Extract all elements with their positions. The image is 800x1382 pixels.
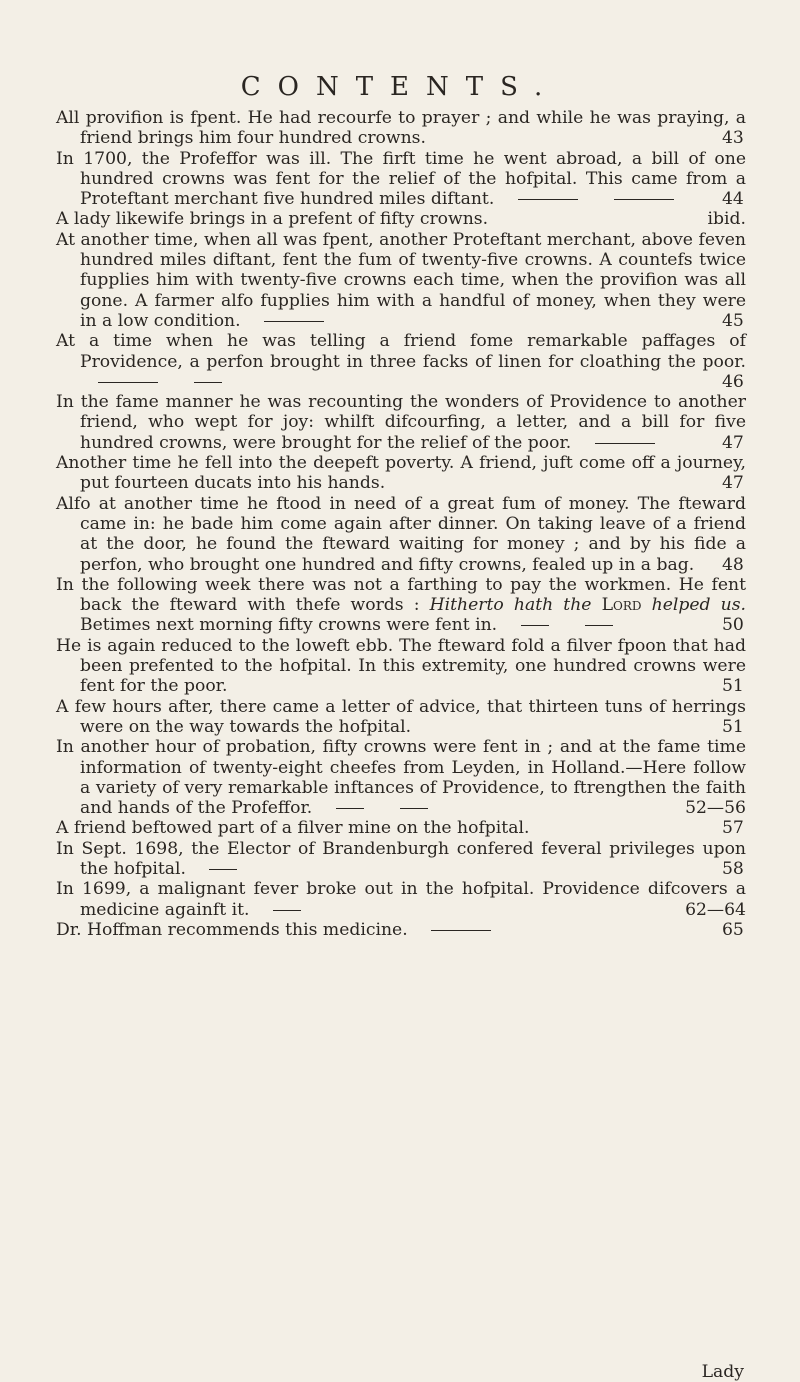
entry-text: In 1699, a malignant fever broke out in the hofpital. Providence difcovers a medicine againft it. <box>56 879 746 920</box>
entry-text: A few hours after, there came a letter of advice, that thirteen tuns of herrings were on the way towards the hofpital. <box>56 696 746 737</box>
leader-dash <box>595 443 655 444</box>
leader-dash <box>431 930 491 931</box>
contents-entry: In the fame manner he was recounting the wonders of Providence to another friend, who wept for joy: whilft difcourfing, a letter, and a bill for five hundred crowns, were brought for the relief of the poor. 47 <box>56 392 746 453</box>
contents-entry <box>56 209 746 229</box>
leader-dash <box>336 808 364 809</box>
entry-smallcaps-text: Lord <box>601 595 642 616</box>
contents-entry: In 1700, the Profeffor was ill. The firft time he went abroad, a bill of one hundred crowns was fent for the relief of the hofpital. This came from a Proteftant merchant five hundred miles diftant. 44 <box>56 148 746 210</box>
entry-text: Betimes next morning fifty crowns were fent in. <box>80 615 498 636</box>
entry-text: In the following week there was not a farthing to pay the workmen. He fent back the fteward with thefe words : <box>56 574 746 616</box>
leader-dash <box>521 625 549 626</box>
contents-entry: At a time when he was telling a friend fome remarkable paffages of Providence, a perfon brought in three facks of linen for cloathing the poor. 46 <box>56 331 746 392</box>
entry-page: ibid. <box>707 209 746 230</box>
leader-dash <box>614 199 674 200</box>
entry-text: In the fame manner he was recounting the wonders of Providence to another friend, who wept for joy: whilft difcourfing, a letter, and a bill for five hundred crowns, were brought for the relief of the poor. <box>56 392 746 453</box>
contents-entry: In the following week there was not a farthing to pay the workmen. He fent back the fteward with thefe words : Hitherto hath the Lord helped us. Betimes next morning fifty crowns were fent in. 50 <box>56 574 747 636</box>
page-header: CONTENTS. <box>240 72 560 102</box>
contents-list <box>56 108 746 940</box>
leader-dash <box>98 382 158 383</box>
entry-text: In another hour of probation, fifty crowns were fent in ; and at the fame time information of twenty-eight cheefes from Leyden, in Holland.—Here follow a variety of very remarkable inftances of Providence, to ftrengthen the faith and hands of the Profeffor. <box>56 737 746 819</box>
entry-text: At another time, when all was fpent, another Proteftant merchant, above feven hundred miles diftant, fent the fum of twenty-five crowns. A countefs twice fupplies him with twenty-five crowns each time, when the provifion was all gone. A farmer alfo fupplies him with a handful of money, when they were in a low condition. <box>56 229 746 331</box>
entry-text: A friend beftowed part of a filver mine on the hofpital. <box>56 818 530 839</box>
contents-entry <box>56 737 746 818</box>
entry-text: Another time he fell into the deepeft poverty. A friend, juft come off a journey, put fourteen ducats into his hands. <box>56 453 746 494</box>
contents-entry: A friend beftowed part of a filver mine on the hofpital. 57 <box>56 818 744 839</box>
contents-entry: He is again reduced to the loweft ebb. The fteward fold a filver fpoon that had been prefented to the hofpital. In this extremity, one hundred crowns were fent for the poor. 51 <box>56 635 746 697</box>
contents-entry: In Sept. 1698, the Elector of Brandenburgh confered feveral privileges upon the hofpital. 58 <box>56 838 746 879</box>
entry-text: All provifion is fpent. He had recourfe to prayer ; and while he was praying, a friend brings him four hundred crowns. <box>56 108 746 149</box>
leader-dash <box>518 199 578 200</box>
leader-dash <box>194 382 222 383</box>
leader-dash <box>264 321 324 322</box>
contents-entry: At another time, when all was fpent, another Proteftant merchant, above feven hundred miles diftant, fent the fum of twenty-five crowns. A countefs twice fupplies him with twenty-five crowns each time, when the provifion was all gone. A farmer alfo fupplies him with a handful of money, when they were in a low condition. 45 <box>56 229 746 331</box>
contents-entry: Alfo at another time he ftood in need of a great fum of money. The fteward came in: he bade him come again after dinner. On taking leave of a friend at the door, he found the fteward waiting for money ; and by his fide a perfon, who brought one hundred and fifty crowns, fealed up in a bag. 48 <box>56 493 746 575</box>
entry-text: A lady likewife brings in a prefent of fifty crowns. <box>56 209 489 230</box>
contents-entry: All provifion is fpent. He had recourfe to prayer ; and while he was praying, a friend brings him four hundred crowns. 43 <box>56 108 746 149</box>
entry-text: He is again reduced to the loweft ebb. The fteward fold a filver fpoon that had been prefented to the hofpital. In this extremity, one hundred crowns were fent for the poor. <box>56 635 746 697</box>
contents-entry: Another time he fell into the deepeft poverty. A friend, juft come off a journey, put fourteen ducats into his hands. 47 <box>56 453 746 494</box>
leader-dash <box>585 625 613 626</box>
entry-text: In 1700, the Profeffor was ill. The firft time he went abroad, a bill of one hundred crowns was fent for the relief of the hofpital. This came from a Proteftant merchant five hundred miles diftant. <box>56 148 746 210</box>
entry-italic-text: helped us. <box>651 595 747 616</box>
contents-entry: Dr. Hoffman recommends this medicine. 65 <box>56 919 744 940</box>
contents-entry: A few hours after, there came a letter of advice, that thirteen tuns of herrings were on the way towards the hofpital. 51 <box>56 696 746 737</box>
contents-entry <box>56 879 746 920</box>
entry-text: At a time when he was telling a friend fome remarkable paffages of Providence, a perfon brought in three facks of linen for cloathing the poor. <box>56 331 746 372</box>
leader-dash <box>209 869 237 870</box>
entry-text: Dr. Hoffman recommends this medicine. <box>56 919 408 940</box>
leader-dash <box>400 808 428 809</box>
entry-text: Alfo at another time he ftood in need of a great fum of money. The fteward came in: he bade him come again after dinner. On taking leave of a friend at the door, he found the fteward waiting for money ; and by his fide a perfon, who brought one hundred and fifty crowns, fealed up in a bag. <box>56 493 746 575</box>
entry-page: 62—64 <box>685 899 746 920</box>
entry-page: 52—56 <box>685 798 746 819</box>
leader-dash <box>273 910 301 911</box>
catchword: Lady <box>701 1362 744 1382</box>
entry-italic-text: Hitherto hath the <box>429 595 592 616</box>
entry-text: In Sept. 1698, the Elector of Brandenburgh confered feveral privileges upon the hofpital. <box>56 838 746 879</box>
